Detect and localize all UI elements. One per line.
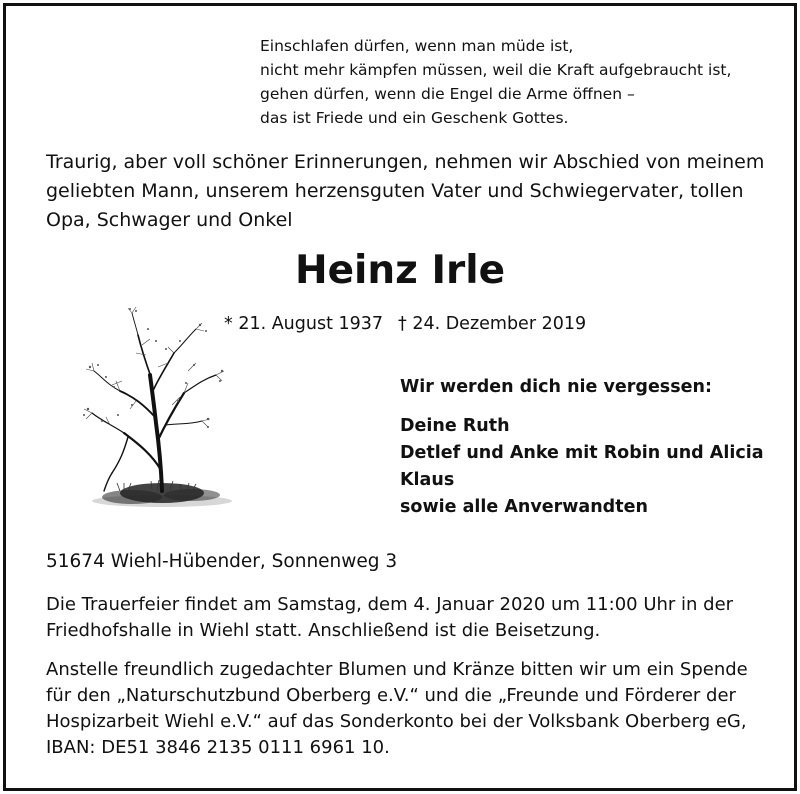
donation-line: Hospizarbeit Wiehl e.V.“ auf das Sonderkonto bei der Volksbank Oberberg eG, bbox=[46, 711, 747, 732]
poem-line: gehen dürfen, wenn die Engel die Arme öffnen – bbox=[260, 85, 635, 103]
intro-line: Opa, Schwager und Onkel bbox=[46, 209, 293, 231]
tree-trunk bbox=[92, 313, 216, 491]
ceremony-line: Die Trauerfeier findet am Samstag, dem 4. Januar 2020 um 11:00 Uhr in der bbox=[46, 594, 734, 615]
poem-line: nicht mehr kämpfen müssen, weil die Kraft aufgebraucht ist, bbox=[260, 61, 732, 79]
mourner-name: Klaus bbox=[400, 470, 455, 490]
ceremony-text bbox=[46, 592, 733, 644]
intro-line: Traurig, aber voll schöner Erinnerungen, nehmen wir Abschied von meinem bbox=[46, 151, 765, 173]
tree-illustration bbox=[62, 305, 252, 520]
poem bbox=[260, 34, 731, 130]
mourner-name: Deine Ruth bbox=[400, 416, 510, 436]
donation-line: Anstelle freundlich zugedachter Blumen und Kränze bitten wir um ein Spende bbox=[46, 659, 748, 680]
intro-line: geliebten Mann, unserem herzensguten Vater und Schwiegervater, tollen bbox=[46, 180, 744, 202]
poem-line: Einschlafen dürfen, wenn man müde ist, bbox=[260, 37, 574, 55]
death-date: † 24. Dezember 2019 bbox=[398, 314, 587, 334]
intro-text bbox=[46, 148, 765, 235]
poem-line: das ist Friede und ein Geschenk Gottes. bbox=[260, 109, 569, 127]
birth-date: * 21. August 1937 bbox=[224, 314, 384, 334]
mourner-name: sowie alle Anverwandten bbox=[400, 497, 648, 517]
donation-text bbox=[46, 657, 748, 761]
donation-line: IBAN: DE51 3846 2135 0111 6961 10. bbox=[46, 737, 390, 758]
address: 51674 Wiehl-Hübender, Sonnenweg 3 bbox=[46, 551, 398, 572]
mourners-headline: Wir werden dich nie vergessen: bbox=[400, 377, 712, 397]
mourner-name: Detlef und Anke mit Robin und Alicia bbox=[400, 443, 764, 463]
donation-line: für den „Naturschutzbund Oberberg e.V.“ und die „Freunde und Förderer der bbox=[46, 685, 736, 706]
ceremony-line: Friedhofshalle in Wiehl statt. Anschließend ist die Beisetzung. bbox=[46, 620, 601, 641]
mourners-block bbox=[400, 374, 764, 521]
deceased-name: Heinz Irle bbox=[294, 248, 506, 293]
